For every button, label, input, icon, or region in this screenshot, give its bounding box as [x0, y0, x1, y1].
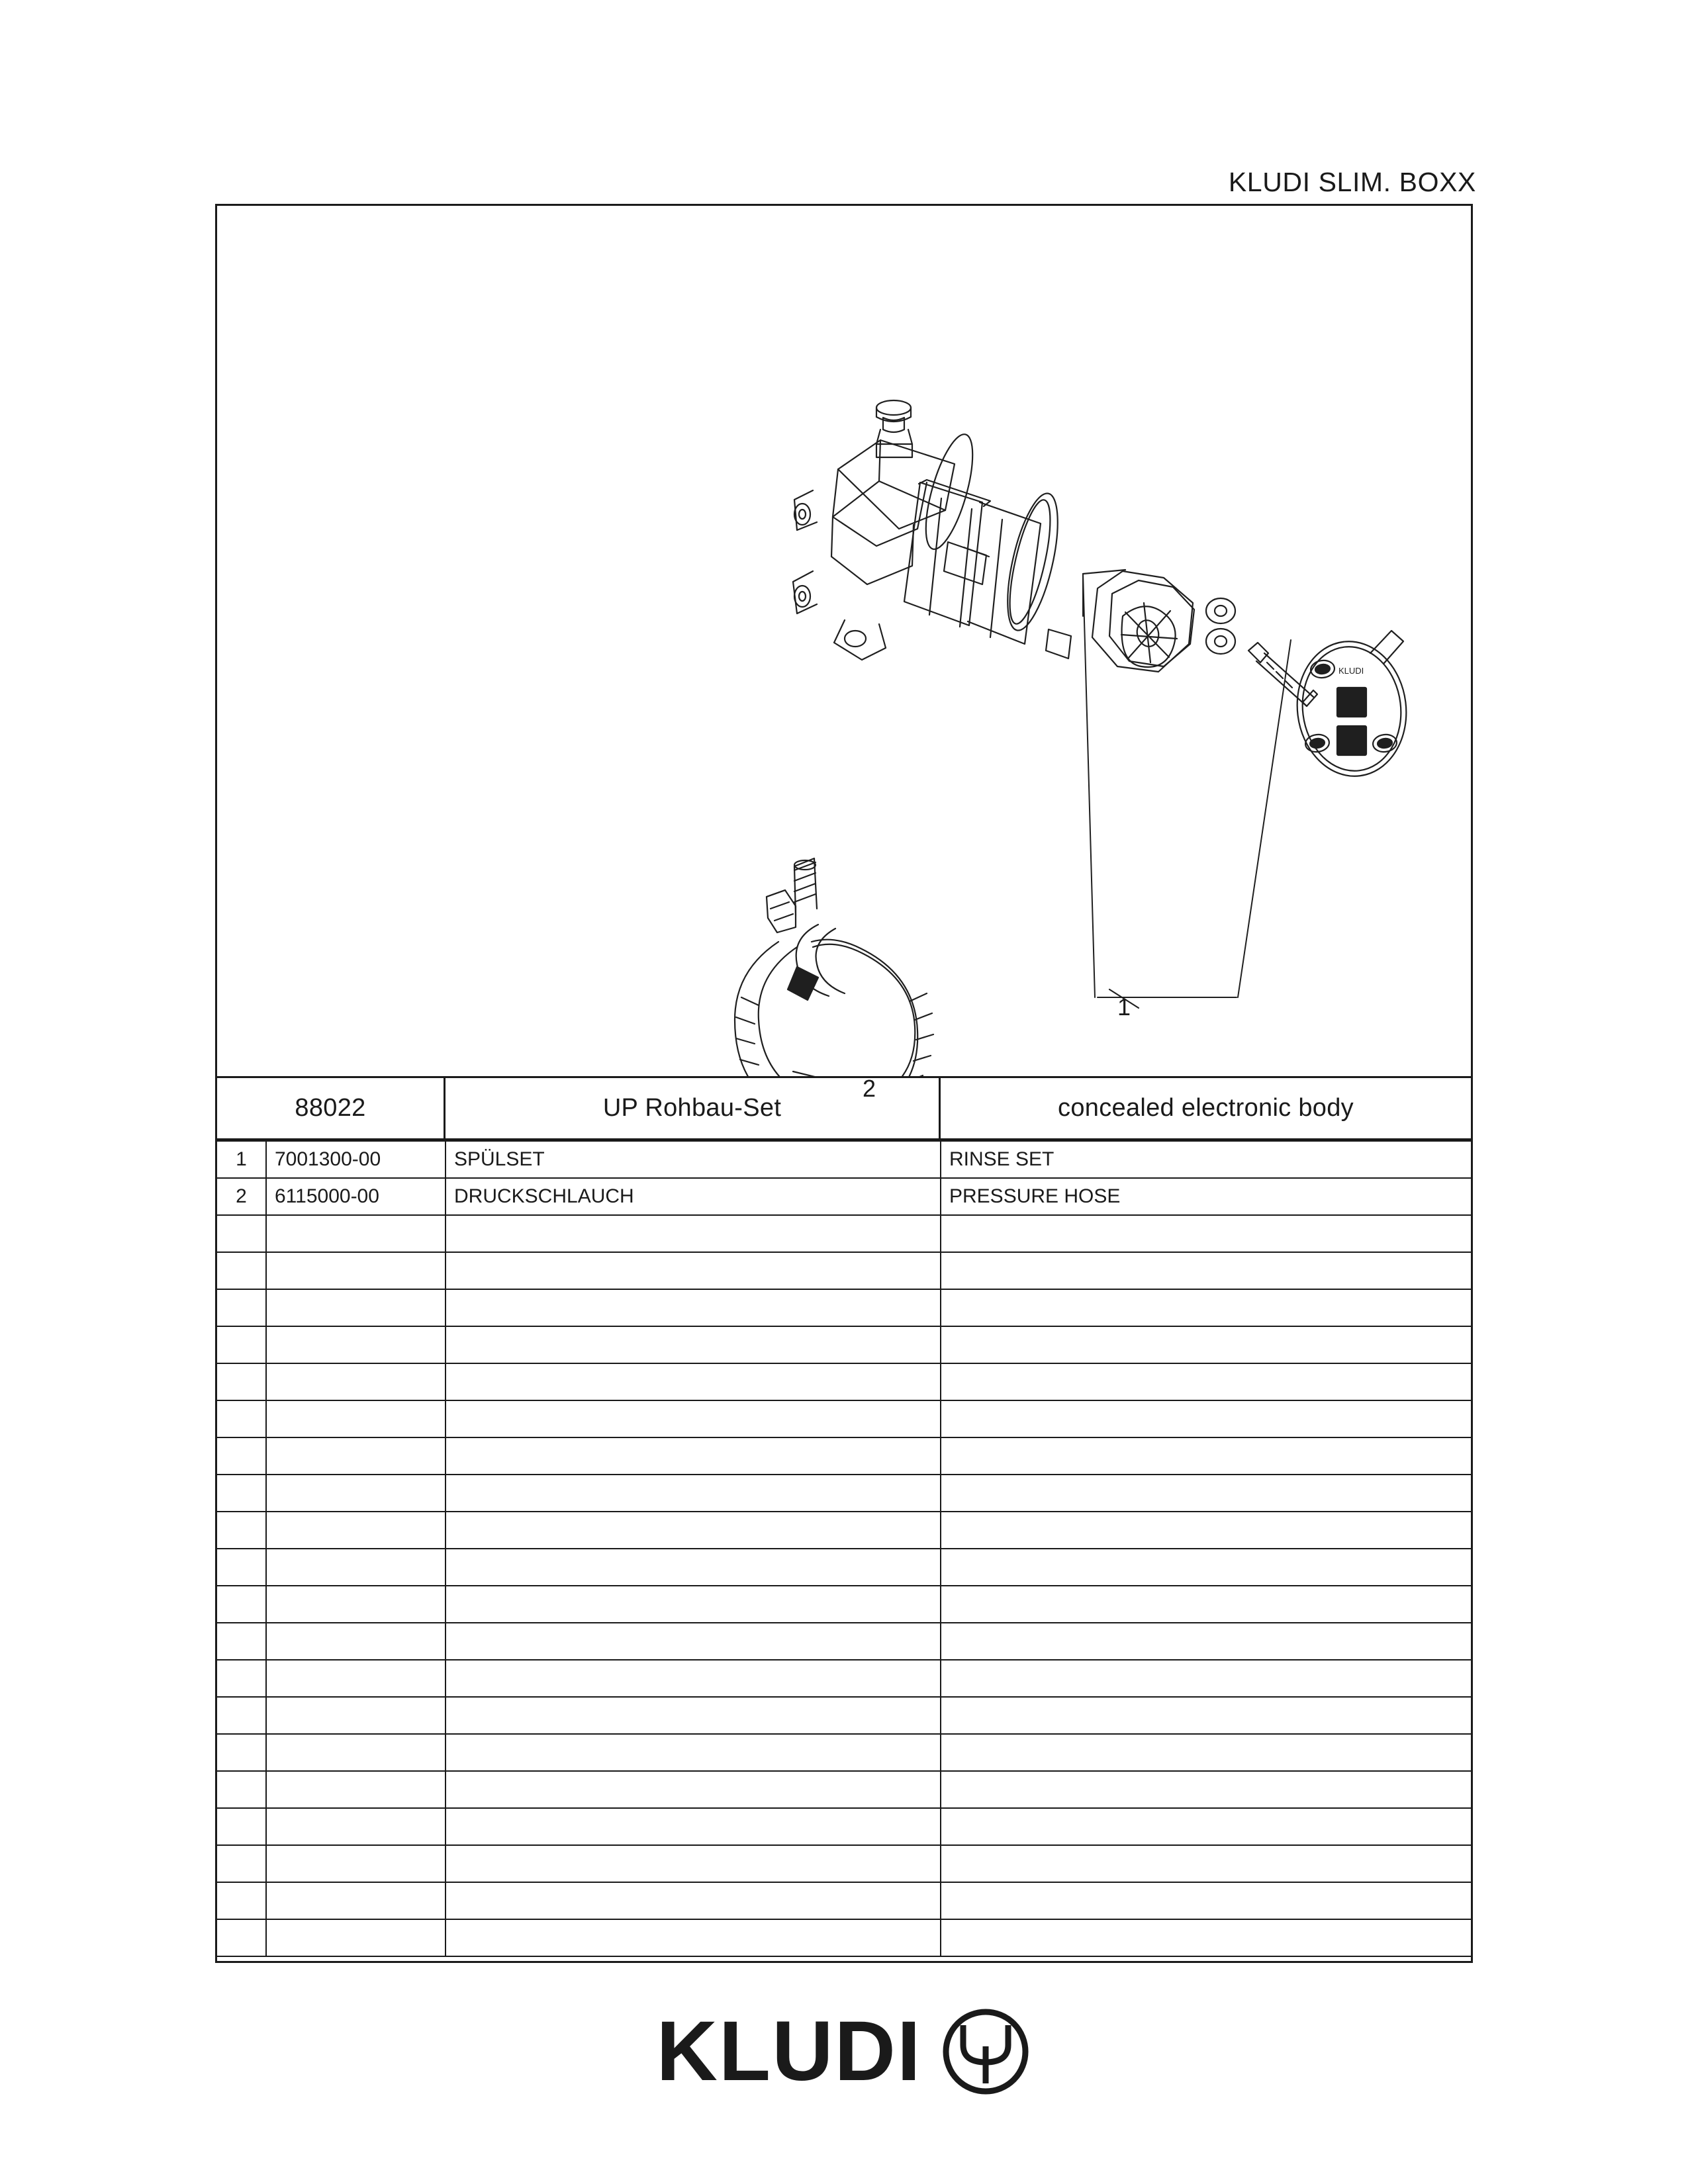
- row-name-de: [445, 1363, 941, 1400]
- row-name-de: [445, 1475, 941, 1512]
- row-index: [217, 1437, 266, 1475]
- row-part-number: [266, 1660, 445, 1697]
- row-index: [217, 1845, 266, 1882]
- row-index: [217, 1400, 266, 1437]
- row-part-number: [266, 1771, 445, 1808]
- row-name-de: [445, 1215, 941, 1252]
- row-name-en: [941, 1623, 1471, 1660]
- table-row: [217, 1623, 1471, 1660]
- row-index: [217, 1808, 266, 1845]
- row-part-number: 7001300-00: [266, 1141, 445, 1178]
- row-name-en: [941, 1437, 1471, 1475]
- brand-wordmark: KLUDI: [656, 2004, 922, 2099]
- table-row: [217, 1845, 1471, 1882]
- row-part-number: [266, 1919, 445, 1956]
- row-name-de: [445, 1437, 941, 1475]
- product-name-de: UP Rohbau-Set: [445, 1078, 941, 1138]
- row-name-en: [941, 1252, 1471, 1289]
- table-row: [217, 1363, 1471, 1400]
- table-row: [217, 1326, 1471, 1363]
- table-row: [217, 1141, 1471, 1178]
- row-name-de: [445, 1734, 941, 1771]
- row-part-number: 6115000-00: [266, 1178, 445, 1215]
- row-name-en: [941, 1697, 1471, 1734]
- table-row: [217, 1882, 1471, 1919]
- row-part-number: [266, 1252, 445, 1289]
- row-name-de: [445, 1326, 941, 1363]
- row-index: [217, 1549, 266, 1586]
- row-index: [217, 1252, 266, 1289]
- table-row: [217, 1475, 1471, 1512]
- row-name-de: [445, 1882, 941, 1919]
- row-name-en: [941, 1808, 1471, 1845]
- svg-text:KLUDI: KLUDI: [1338, 666, 1364, 676]
- row-name-en: [941, 1660, 1471, 1697]
- row-part-number: [266, 1808, 445, 1845]
- page-title: KLUDI SLIM. BOXX: [1228, 167, 1476, 197]
- table-row: [217, 1289, 1471, 1326]
- row-name-de: [445, 1512, 941, 1549]
- row-name-en: [941, 1586, 1471, 1623]
- table-row: [217, 1586, 1471, 1623]
- row-index: [217, 1623, 266, 1660]
- row-part-number: [266, 1475, 445, 1512]
- row-name-de: [445, 1771, 941, 1808]
- row-index: [217, 1882, 266, 1919]
- table-row: [217, 1178, 1471, 1215]
- table-row: [217, 1215, 1471, 1252]
- row-name-de: [445, 1808, 941, 1845]
- table-row: [217, 1549, 1471, 1586]
- row-index: 2: [217, 1178, 266, 1215]
- row-name-en: [941, 1289, 1471, 1326]
- row-part-number: [266, 1586, 445, 1623]
- row-name-de: [445, 1586, 941, 1623]
- parts-table: [217, 1140, 1471, 1957]
- row-part-number: [266, 1512, 445, 1549]
- row-part-number: [266, 1215, 445, 1252]
- row-index: [217, 1734, 266, 1771]
- table-row: [217, 1400, 1471, 1437]
- title-row: [217, 1076, 1471, 1140]
- row-part-number: [266, 1437, 445, 1475]
- table-row: [217, 1512, 1471, 1549]
- row-name-en: [941, 1771, 1471, 1808]
- product-code: 88022: [217, 1078, 445, 1138]
- row-part-number: [266, 1363, 445, 1400]
- row-index: [217, 1586, 266, 1623]
- table-row: [217, 1808, 1471, 1845]
- row-name-de: DRUCKSCHLAUCH: [445, 1178, 941, 1215]
- row-name-de: [445, 1623, 941, 1660]
- row-name-de: [445, 1400, 941, 1437]
- row-name-en: [941, 1215, 1471, 1252]
- row-part-number: [266, 1549, 445, 1586]
- row-index: [217, 1215, 266, 1252]
- row-part-number: [266, 1326, 445, 1363]
- row-name-en: PRESSURE HOSE: [941, 1178, 1471, 1215]
- row-name-de: [445, 1252, 941, 1289]
- table-row: [217, 1437, 1471, 1475]
- row-name-en: [941, 1475, 1471, 1512]
- row-name-en: [941, 1919, 1471, 1956]
- footer-logo: [0, 2005, 1688, 2098]
- row-part-number: [266, 1289, 445, 1326]
- row-name-de: [445, 1660, 941, 1697]
- kludi-mark-icon: [939, 2005, 1032, 2098]
- row-name-de: [445, 1697, 941, 1734]
- table-row: [217, 1771, 1471, 1808]
- row-name-en: RINSE SET: [941, 1141, 1471, 1178]
- row-index: [217, 1512, 266, 1549]
- table-row: [217, 1734, 1471, 1771]
- callout-label-2: 2: [863, 1075, 876, 1102]
- row-name-en: [941, 1512, 1471, 1549]
- row-part-number: [266, 1845, 445, 1882]
- exploded-drawing: [217, 206, 1471, 1102]
- row-index: [217, 1475, 266, 1512]
- row-index: [217, 1771, 266, 1808]
- table-row: [217, 1660, 1471, 1697]
- row-part-number: [266, 1882, 445, 1919]
- row-part-number: [266, 1623, 445, 1660]
- callout-label-1: 1: [1117, 993, 1131, 1021]
- row-name-en: [941, 1845, 1471, 1882]
- product-name-en: concealed electronic body: [1058, 1094, 1354, 1122]
- table-row: [217, 1919, 1471, 1956]
- row-name-en: [941, 1734, 1471, 1771]
- row-part-number: [266, 1734, 445, 1771]
- row-index: [217, 1660, 266, 1697]
- table-row: [217, 1252, 1471, 1289]
- row-part-number: [266, 1400, 445, 1437]
- row-name-en: [941, 1882, 1471, 1919]
- row-index: [217, 1363, 266, 1400]
- row-index: [217, 1919, 266, 1956]
- row-name-en: [941, 1549, 1471, 1586]
- row-part-number: [266, 1697, 445, 1734]
- row-name-de: [445, 1919, 941, 1956]
- row-index: 1: [217, 1141, 266, 1178]
- row-name-de: SPÜLSET: [445, 1141, 941, 1178]
- row-index: [217, 1289, 266, 1326]
- row-name-de: [445, 1845, 941, 1882]
- row-name-en: [941, 1400, 1471, 1437]
- document-frame: [215, 204, 1473, 1963]
- row-name-en: [941, 1363, 1471, 1400]
- row-name-de: [445, 1289, 941, 1326]
- row-index: [217, 1326, 266, 1363]
- row-name-en: [941, 1326, 1471, 1363]
- table-row: [217, 1697, 1471, 1734]
- row-name-de: [445, 1549, 941, 1586]
- row-index: [217, 1697, 266, 1734]
